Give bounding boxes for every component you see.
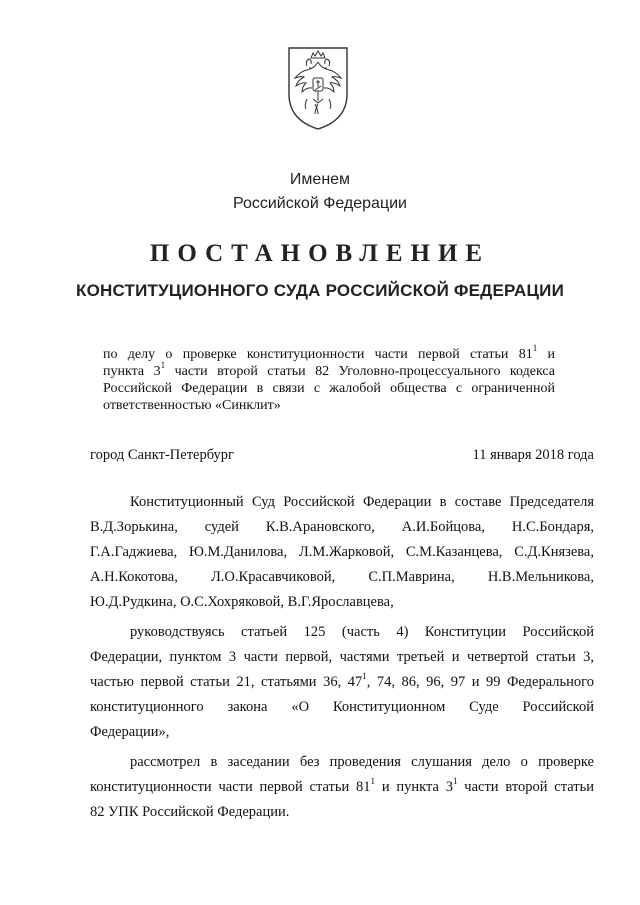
body-line: А.Н.Кокотова, Л.О.Красавчиковой, С.П.Маврина, Н.В.Мельникова, xyxy=(90,569,594,585)
paragraph-composition xyxy=(90,490,594,615)
court-name: КОНСТИТУЦИОННОГО СУДА РОССИЙСКОЙ ФЕДЕРАЦИИ xyxy=(76,281,564,300)
subject-line: по делу о проверке конституционности части первой статьи $81^1$ и xyxy=(103,343,555,362)
paragraph-considered xyxy=(90,750,594,825)
body-line: Ю.Д.Рудкина, О.С.Хохряковой, В.Г.Ярославцева, xyxy=(90,594,394,610)
body-line: частью первой статьи 21, статьями 36, $47^1$, 74, 86, 96, 97 и 99 Федерального xyxy=(90,671,595,690)
subject-line: пункта $3^1$ части второй статьи 82 Уголовно-процессуального кодекса xyxy=(103,360,555,379)
paragraph-legal-basis xyxy=(90,620,594,745)
body-line: В.Д.Зорькина, судей К.В.Арановского, А.И.Бойцова, Н.С.Бондаря, xyxy=(90,519,594,535)
body-line: Конституционный Суд Российской Федерации в составе Председателя xyxy=(130,494,594,510)
in-name-line-1: Именем xyxy=(289,171,351,188)
document-type-title: ПОСТАНОВЛЕНИЕ xyxy=(149,240,491,267)
body-line: Федерации, пунктом 3 части первой, частями третьей и четвертой статьи 3, xyxy=(90,649,594,665)
body-line: конституционного закона «О Конституционном Суде Российской xyxy=(90,699,594,715)
body-line: 82 УПК Российской Федерации. xyxy=(90,804,290,820)
body-line: Г.А.Гаджиева, Ю.М.Данилова, Л.М.Жарковой, С.М.Казанцева, С.Д.Князева, xyxy=(90,544,594,560)
body-line: рассмотрел в заседании без проведения слушания дело о проверке xyxy=(130,754,594,770)
body-line: конституционности части первой статьи $81^1$ и пункта $3^1$ части второй статьи xyxy=(90,776,594,795)
case-subject xyxy=(103,343,555,414)
document-body xyxy=(90,490,594,830)
body-line: Федерации», xyxy=(90,724,170,740)
body-line: руководствуясь статьей 125 (часть 4) Конституции Российской xyxy=(130,624,594,640)
subject-line: ответственностью «Синклит» xyxy=(103,398,281,413)
subject-line: Российской Федерации в связи с жалобой общества с ограниченной xyxy=(103,381,555,396)
city: город Санкт-Петербург xyxy=(90,447,235,463)
coat-of-arms-emblem xyxy=(283,44,353,132)
in-name-line-2: Российской Федерации xyxy=(233,195,407,212)
date: 11 января 2018 года xyxy=(472,447,594,463)
